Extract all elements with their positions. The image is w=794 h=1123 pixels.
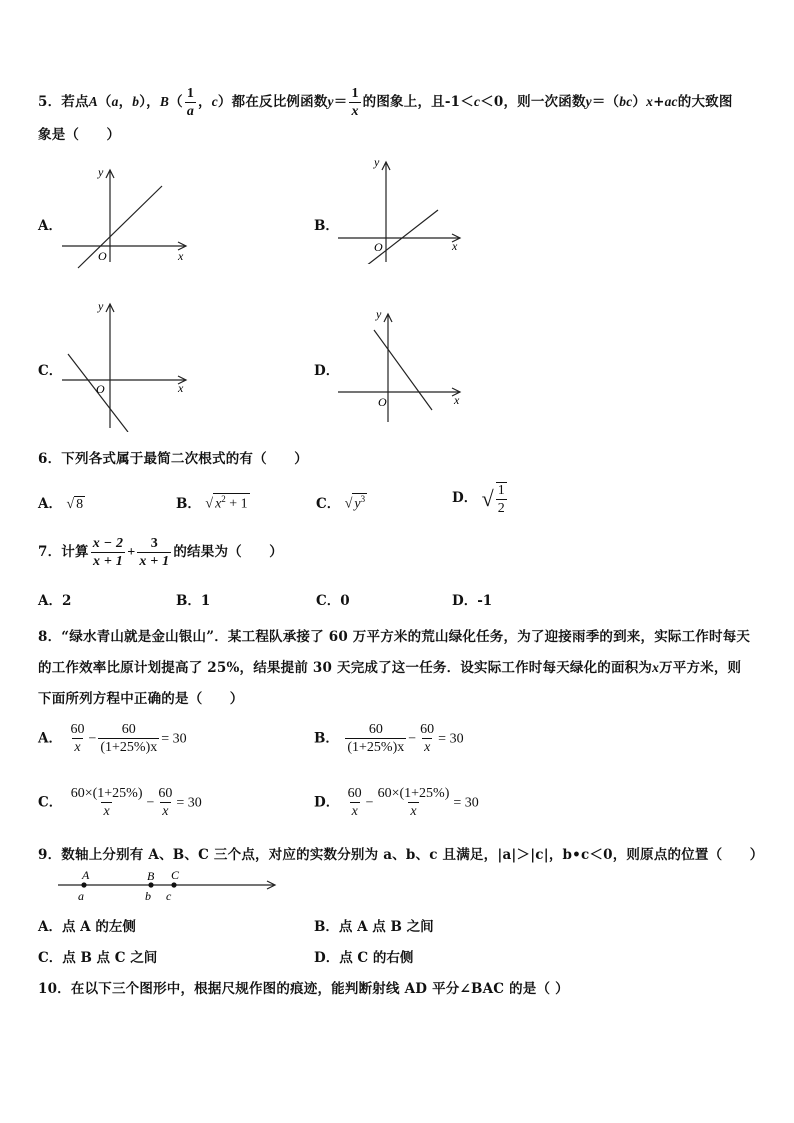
- q9-stem: 9．数轴上分别有 A、B、C 三个点，对应的实数分别为 a、b、c 且满足，|a|＞|c|，b•c＜0，则原点的位置（ ）: [38, 847, 764, 863]
- q5-option-c-label[interactable]: C．: [38, 363, 63, 379]
- q7-frac-2: $\frac{3}{x + 1}$: [139, 536, 170, 569]
- origin-label: O: [98, 249, 107, 263]
- y-label: y: [98, 165, 104, 179]
- q10-stem: 10．在以下三个图形中，根据尺规作图的痕迹，能判断射线 AD 平分∠BAC 的是（ ）: [38, 981, 569, 997]
- origin-label: O: [374, 240, 383, 254]
- q7-option-a[interactable]: A．2: [38, 593, 72, 609]
- q5-graph-a[interactable]: [58, 162, 198, 270]
- q7-option-d[interactable]: D．-1: [452, 593, 493, 609]
- y-label: y: [374, 155, 380, 169]
- point-b: [148, 882, 153, 887]
- graph-line: [78, 186, 162, 268]
- origin-label: O: [96, 382, 105, 396]
- y-label: y: [98, 299, 104, 313]
- q5-stem-line2: 象是（ ）: [38, 127, 121, 143]
- q5-stem-line1: 5．若点A（a，b），B（ $\frac{1}{a}$ ，c）都在反比例函数y＝ $\frac{1}{x}$ 的图象上，且-1＜c＜0，则一次函数y＝（bc）x+ac的大致图: [38, 86, 733, 119]
- x-label: x: [178, 249, 184, 263]
- q7-frac-1: $\frac{x - 2}{x + 1}$: [92, 536, 124, 569]
- x-label: x: [452, 239, 458, 253]
- label-A: A: [82, 868, 90, 882]
- q5-graph-b[interactable]: [334, 154, 474, 264]
- q6-option-c[interactable]: C． √ $y^3$: [316, 494, 366, 512]
- origin-label: O: [378, 395, 387, 409]
- q8-option-b[interactable]: B． $\frac{60}{(1+25\%)x}$ − $\frac{60}{x}$ = 30: [314, 722, 464, 755]
- q9-option-c[interactable]: C．点 B 点 C 之间: [38, 950, 158, 966]
- q5-graph-c[interactable]: [58, 296, 198, 432]
- q8-option-a[interactable]: A． $\frac{60}{x}$ − $\frac{60}{(1+25\%)x}$ = 30: [38, 722, 187, 755]
- q8-stem-line3: 下面所列方程中正确的是（ ）: [38, 691, 244, 707]
- q5-frac-1-over-a: $\frac{1}{a}$: [186, 86, 195, 119]
- sqrt-x2-plus-1: √ $x^2 + 1$: [205, 494, 248, 512]
- label-B: B: [147, 869, 155, 883]
- q5-option-b-label[interactable]: B．: [314, 218, 339, 234]
- q9-option-a[interactable]: A．点 A 的左侧: [38, 919, 136, 935]
- q8-stem-line1: 8．“绿水青山就是金山银山”．某工程队承接了 60 万平方米的荒山绿化任务，为了迎接雨季的到来，实际工作时每天: [38, 629, 751, 645]
- label-c: c: [166, 889, 172, 903]
- x-label: x: [454, 393, 460, 407]
- q8-option-d[interactable]: D． $\frac{60}{x}$ − $\frac{60\times(1+25\%)}{x}$ = 30: [314, 786, 479, 819]
- q9-option-b[interactable]: B．点 A 点 B 之间: [314, 919, 434, 935]
- q5-option-d-label[interactable]: D．: [314, 363, 340, 379]
- graph-line: [366, 210, 438, 264]
- q7-stem: 7．计算 $\frac{x - 2}{x + 1}$ + $\frac{3}{x + 1}$ 的结果为（ ）: [38, 536, 283, 569]
- point-c: [171, 882, 176, 887]
- point-a: [81, 882, 86, 887]
- label-C: C: [171, 868, 180, 882]
- q5-frac-1-over-x: $\frac{1}{x}$: [351, 86, 359, 119]
- q6-option-d[interactable]: D． √ $\frac{1}{2}$: [452, 482, 509, 516]
- q6-option-a[interactable]: A． √ 8: [38, 496, 84, 512]
- label-b: b: [145, 889, 151, 903]
- q5-graph-d[interactable]: [334, 304, 474, 424]
- q8-stem-line2: 的工作效率比原计划提高了 25%，结果提前 30 天完成了这一任务．设实际工作时每天绿化的面积为x万平方米，则: [38, 660, 742, 676]
- q5-option-a-label[interactable]: A．: [38, 218, 62, 234]
- q6-option-b[interactable]: B． √ $x^2 + 1$: [176, 494, 248, 512]
- q7-option-c[interactable]: C．0: [316, 593, 350, 609]
- x-label: x: [178, 381, 184, 395]
- sqrt-y3: √ $y^3$: [344, 494, 366, 512]
- q6-stem: 6．下列各式属于最简二次根式的有（ ）: [38, 451, 308, 467]
- label-a: a: [78, 889, 84, 903]
- sqrt-8: √ 8: [66, 497, 84, 512]
- q9-number-line: [56, 866, 280, 904]
- y-label: y: [376, 307, 382, 321]
- q8-option-c[interactable]: C． $\frac{60\times(1+25\%)}{x}$ − $\frac{60}{x}$ = 30: [38, 786, 202, 819]
- q7-option-b[interactable]: B．1: [176, 593, 211, 609]
- sqrt-one-half: √ $\frac{1}{2}$: [481, 483, 505, 516]
- q9-option-d[interactable]: D．点 C 的右侧: [314, 950, 414, 966]
